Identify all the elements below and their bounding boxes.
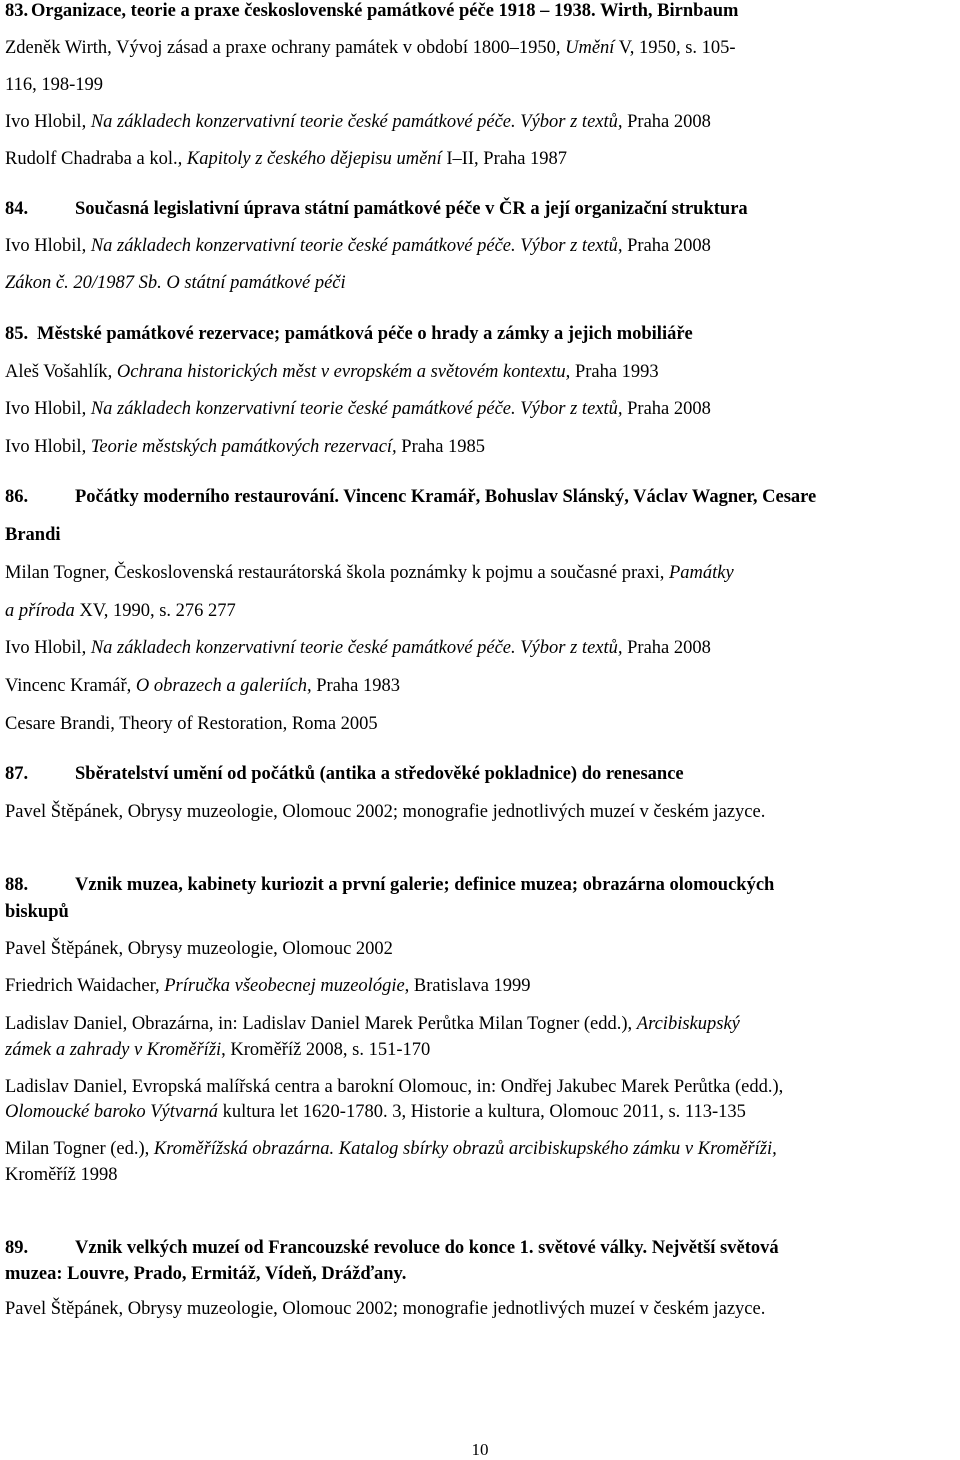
ref-text: , Bratislava 1999 [404, 976, 531, 996]
ref-text: Praha 1983 [311, 676, 401, 696]
section-number: 83. [5, 1, 29, 21]
section-87-heading [5, 763, 684, 785]
section-title: Počátky moderního restaurování. Vincenc Kramář, Bohuslav Slánský, Václav Wagner, Cesare [75, 487, 817, 507]
reference: Pavel Štěpánek, Obrysy muzeologie, Olomouc 2002; monografie jednotlivých muzeí v českém jazyce. [5, 1299, 766, 1319]
section-88-heading [5, 874, 774, 896]
ref-text: , Kroměříž 2008, s. 151-170 [221, 1040, 431, 1060]
ref-italic: Príručka všeobecnej muzeológie [164, 976, 405, 996]
ref-text: Praha 2008 [622, 236, 711, 256]
ref-text: Praha 2008 [622, 112, 711, 132]
ref-text: Milan Togner (ed.), [5, 1139, 154, 1159]
ref-italic: Olomoucké baroko Výtvarná [5, 1102, 219, 1122]
section-title: Organizace, teorie a praxe československé památkové péče 1918 – 1938. Wirth, Birnbaum [31, 1, 739, 21]
ref-text: Ladislav Daniel, Obrazárna, in: Ladislav Daniel Marek Perůtka Milan Togner (edd.), [5, 1014, 637, 1034]
reference: Pavel Štěpánek, Obrysy muzeologie, Olomouc 2002 [5, 939, 393, 959]
reference [5, 272, 346, 294]
ref-italic: a příroda [5, 601, 75, 621]
ref-text: Praha 1993 [570, 362, 659, 382]
reference [5, 436, 485, 458]
ref-text: XV, 1990, s. 276 277 [74, 601, 236, 621]
ref-italic: Zákon č. 20/1987 Sb. O státní památkové péči [5, 273, 346, 293]
ref-italic: Kroměřížská obrazárna. Katalog sbírky obrazů arcibiskupského zámku v Kroměříži, [153, 1139, 777, 1159]
section-number: 88. [5, 875, 29, 895]
ref-text: Ivo Hlobil, [5, 112, 91, 132]
ref-text: Aleš Vošahlík, [5, 362, 117, 382]
ref-italic: Na základech konzervativní teorie české památkové péče. Výbor z textů, [90, 236, 623, 256]
section-title: Městské památkové rezervace; památková péče o hrady a zámky a jejich mobiliáře [37, 324, 693, 344]
ref-italic: Arcibiskupský [636, 1014, 740, 1034]
ref-italic: O obrazech a galeriích, [135, 676, 312, 696]
section-number: 86. [5, 487, 29, 507]
reference [5, 37, 736, 59]
section-number: 87. [5, 764, 29, 784]
section-number: 85. [5, 324, 29, 344]
ref-italic: Na základech konzervativní teorie české památkové péče. Výbor z textů, [90, 638, 623, 658]
ref-text: Milan Togner, Československá restaurátorská škola poznámky k pojmu a současné praxi, [5, 563, 669, 583]
ref-text: I–II, Praha 1987 [441, 149, 568, 169]
ref-text: 116, 198-199 [5, 75, 103, 95]
section-title-continued: Brandi [5, 525, 61, 545]
ref-text: Vincenc Kramář, [5, 676, 136, 696]
ref-text: Ivo Hlobil, [5, 236, 91, 256]
ref-text: Ivo Hlobil, [5, 399, 91, 419]
page-number: 10 [471, 1440, 489, 1459]
reference: Kroměříž 1998 [5, 1165, 118, 1185]
ref-text: Friedrich Waidacher, [5, 976, 165, 996]
reference [5, 562, 734, 584]
reference [5, 148, 567, 170]
ref-text: Ivo Hlobil, [5, 638, 91, 658]
ref-text: Praha 2008 [622, 399, 711, 419]
ref-text: kultura let 1620-1780. 3, Historie a kultura, Olomouc 2011, s. 113-135 [218, 1102, 746, 1122]
section-number: 84. [5, 199, 29, 219]
section-85-heading [5, 323, 693, 345]
section-title: Sběratelství umění od počátků (antika a středověké pokladnice) do renesance [75, 764, 684, 784]
ref-italic: Památky [669, 563, 734, 583]
reference [5, 675, 400, 697]
section-title: Vznik velkých muzeí od Francouzské revoluce do konce 1. světové války. Největší světová [75, 1238, 779, 1258]
reference [5, 600, 236, 622]
reference [5, 74, 103, 96]
reference: Ladislav Daniel, Evropská malířská centra a barokní Olomouc, in: Ondřej Jakubec Marek Perůtka (edd.), [5, 1077, 784, 1097]
reference [5, 1039, 430, 1061]
ref-italic: Na základech konzervativní teorie české památkové péče. Výbor z textů, [90, 112, 623, 132]
reference [5, 1013, 740, 1035]
section-83-heading [5, 0, 738, 22]
section-86-heading [5, 486, 816, 508]
ref-italic: Na základech konzervativní teorie české památkové péče. Výbor z textů, [90, 399, 623, 419]
reference [5, 235, 711, 257]
ref-text: Zdeněk Wirth, Vývoj zásad a praxe ochrany památek v období 1800–1950, [5, 38, 566, 58]
ref-italic: Teorie městských památkových rezervací, [90, 437, 397, 457]
ref-italic: , Kapitoly z českého dějepisu umění [177, 149, 442, 169]
ref-text: V, 1950, s. 105- [614, 38, 736, 58]
section-title-continued: biskupů [5, 902, 69, 922]
ref-text: Ivo Hlobil, [5, 437, 91, 457]
ref-text: Rudolf Chadraba a kol. [5, 149, 178, 169]
reference: Cesare Brandi, Theory of Restoration, Roma 2005 [5, 714, 378, 734]
reference [5, 637, 711, 659]
ref-italic: Ochrana historických měst v evropském a světovém kontextu, [116, 362, 571, 382]
section-number: 89. [5, 1238, 29, 1258]
reference [5, 1101, 746, 1123]
reference: Pavel Štěpánek, Obrysy muzeologie, Olomouc 2002; monografie jednotlivých muzeí v českém jazyce. [5, 802, 766, 822]
section-title: Vznik muzea, kabinety kuriozit a první galerie; definice muzea; obrazárna olomouckých [75, 875, 775, 895]
section-89-heading [5, 1237, 779, 1259]
ref-text: Praha 1985 [396, 437, 486, 457]
ref-italic: zámek a zahrady v Kroměříži [5, 1040, 222, 1060]
reference [5, 361, 659, 383]
reference [5, 398, 711, 420]
ref-italic: Umění [565, 38, 615, 58]
section-84-heading [5, 198, 748, 220]
ref-text: Praha 2008 [622, 638, 711, 658]
reference [5, 1138, 777, 1160]
reference [5, 975, 531, 997]
reference [5, 111, 711, 133]
section-title: Současná legislativní úprava státní památkové péče v ČR a její organizační struktura [75, 199, 748, 219]
section-title-continued: muzea: Louvre, Prado, Ermitáž, Vídeň, Drážďany. [5, 1264, 407, 1284]
